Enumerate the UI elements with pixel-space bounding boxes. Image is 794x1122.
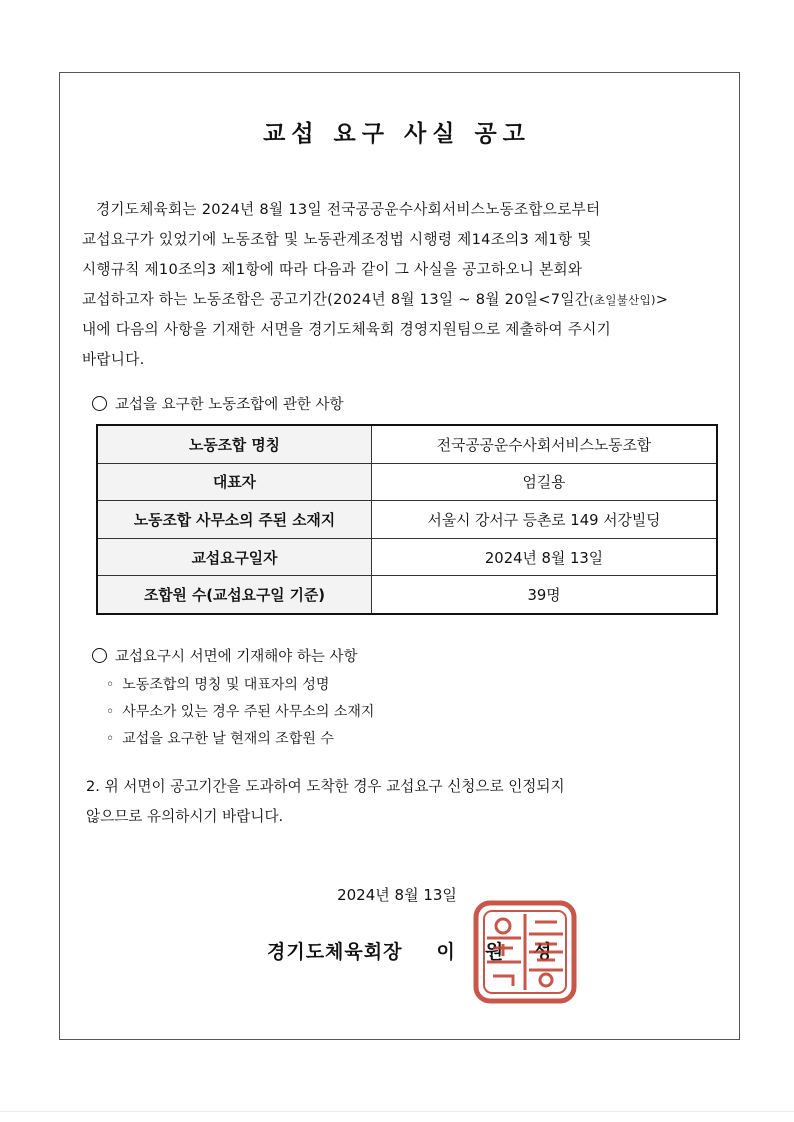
- section1-heading-text: 교섭을 요구한 노동조합에 관한 사항: [115, 397, 344, 413]
- signature-name: 이원성: [436, 941, 582, 963]
- intro-line-3: 시행규칙 제10조의3 제1항에 따라 다음과 같이 그 사실을 공고하오니 본회와: [82, 261, 583, 278]
- required-items-list: [106, 672, 374, 753]
- intro-line-6: 바랍니다.: [82, 351, 145, 368]
- section2-heading: [92, 645, 358, 666]
- intro-line-2: 교섭요구가 있었기에 노동조합 및 노동관계조정법 시행령 제14조의3 제1항 및: [82, 231, 592, 248]
- table-label: 노동조합 사무소의 주된 소재지: [97, 501, 372, 539]
- table-value: 서울시 강서구 등촌로 149 서강빌딩: [372, 501, 718, 539]
- union-info-table: [96, 424, 718, 615]
- list-item: ◦ 노동조합의 명칭 및 대표자의 성명: [106, 672, 374, 699]
- circle-bullet-icon: [92, 648, 107, 663]
- note-paragraph: [86, 772, 718, 832]
- table-row: [97, 425, 717, 463]
- table-value: 2024년 8월 13일: [372, 538, 718, 576]
- table-label: 노동조합 명칭: [97, 425, 372, 463]
- intro-line-4-small: (초일불산입): [589, 293, 656, 307]
- intro-line-4-main: 교섭하고자 하는 노동조합은 공고기간(2024년 8월 13일 ~ 8월 20일<7일간: [82, 291, 590, 308]
- note-line-1: 2. 위 서면이 공고기간을 도과하여 도착한 경우 교섭요구 신청으로 인정되지: [86, 778, 565, 795]
- list-item: ◦ 사무소가 있는 경우 주된 사무소의 소재지: [106, 699, 374, 726]
- table-label: 대표자: [97, 463, 372, 501]
- circle-bullet-icon: [92, 396, 107, 411]
- table-value: 엄길용: [372, 463, 718, 501]
- table-row: [97, 501, 717, 539]
- issue-date: 2024년 8월 13일: [337, 886, 457, 904]
- page-title: 교섭 요구 사실 공고: [263, 121, 531, 147]
- intro-line-4-end: >: [655, 291, 669, 308]
- table-row: [97, 538, 717, 576]
- intro-line-5: 내에 다음의 사항을 기재한 서면을 경기도체육회 경영지원팀으로 제출하여 주시기: [82, 321, 612, 338]
- table-row: [97, 576, 717, 614]
- signature-org: 경기도체육회장: [267, 941, 403, 963]
- official-seal-icon: [473, 900, 577, 1004]
- table-label: 교섭요구일자: [97, 538, 372, 576]
- intro-line-1: 경기도체육회는 2024년 8월 13일 전국공공운수사회서비스노동조합으로부터: [96, 201, 601, 218]
- intro-line-4: [82, 285, 718, 315]
- table-label: 조합원 수(교섭요구일 기준): [97, 576, 372, 614]
- intro-paragraph: [82, 195, 718, 375]
- table-value: 전국공공운수사회서비스노동조합: [372, 425, 718, 463]
- section1-heading: [92, 393, 344, 414]
- section2-heading-text: 교섭요구시 서면에 기재해야 하는 사항: [115, 649, 358, 665]
- page-edge: [0, 1111, 794, 1112]
- note-line-2: 않으므로 유의하시기 바랍니다.: [86, 808, 284, 825]
- table-value: 39명: [372, 576, 718, 614]
- list-item: ◦ 교섭을 요구한 날 현재의 조합원 수: [106, 726, 374, 753]
- table-row: [97, 463, 717, 501]
